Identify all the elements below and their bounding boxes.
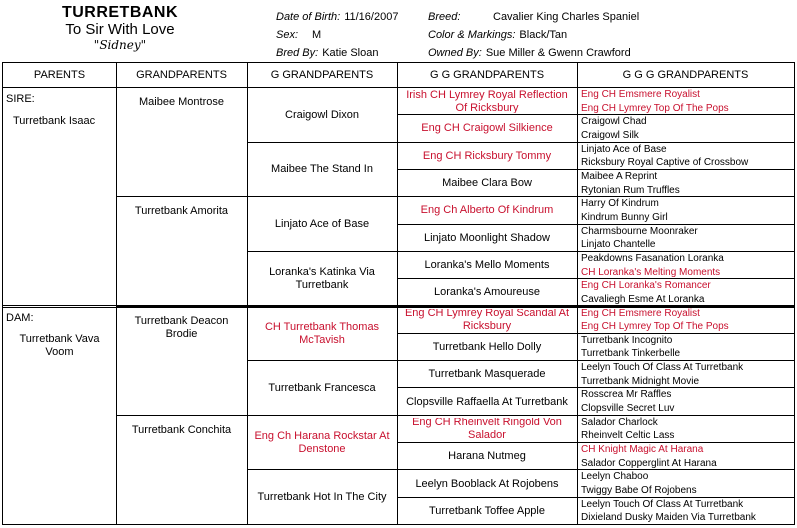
owned-label: Owned By: — [428, 47, 482, 59]
col-header-gggrandparents: G G GRANDPARENTS — [429, 69, 545, 81]
bredby-field — [276, 47, 378, 59]
bredby-label: Bred By: — [276, 47, 319, 59]
dob-label: Date of Birth: — [276, 11, 341, 23]
dam-label: DAM: — [6, 312, 34, 324]
col-header-grandparents: GRANDPARENTS — [136, 69, 227, 81]
ggg-grandparent-name: Leelyn Touch Of Class At Turretbank — [581, 498, 744, 510]
ggg-grandparent-name: Maibee A Reprint — [581, 170, 658, 182]
grandparent-name — [119, 424, 244, 454]
gg-grandparent-name — [400, 117, 574, 140]
gg-grandparent-name — [400, 445, 574, 468]
grandparent-text: Turretbank Amorita — [134, 205, 229, 218]
ggg-grandparent-name: Rosscrea Mr Raffles — [581, 389, 672, 401]
ggg-grandparent-name: Turretbank Midnight Movie — [581, 375, 700, 387]
gg-grandparent-text: Maibee Clara Bow — [442, 177, 532, 190]
gg-grandparent-text: Linjato Moonlight Shadow — [424, 231, 550, 244]
ggg-grandparent-name: Eng CH Lymrey Top Of The Pops — [581, 102, 729, 114]
gg-grandparent-text: Eng CH Ricksbury Tommy — [422, 149, 552, 162]
grandparent-text: Maibee Montrose — [139, 96, 224, 108]
ggg-grandparent-name: Craigowl Chad — [581, 116, 647, 128]
grandparent-text: Turretbank Deacon Brodie — [134, 314, 229, 340]
breed-field — [428, 11, 464, 23]
ggg-grandparent-name: Rytonian Rum Truffles — [581, 184, 680, 196]
col-divider — [116, 63, 117, 524]
breed-label: Breed: — [428, 11, 461, 23]
dog-name: To Sir With Love — [65, 21, 175, 38]
ggg-grandparent-name: Salador Charlock — [581, 416, 658, 428]
gg-grandparent-name — [400, 90, 574, 113]
ggg-grandparent-name: Craigowl Silk — [581, 129, 639, 141]
gg-grandparent-text: Harana Nutmeg — [448, 450, 526, 463]
kennel-name: TURRETBANK — [61, 4, 179, 21]
gg-grandparent-name — [400, 336, 574, 359]
g-grandparent-name — [250, 309, 394, 360]
col-divider — [397, 63, 398, 524]
owned-value: Sue Miller & Gwenn Crawford — [485, 47, 631, 59]
dob-field — [276, 11, 398, 23]
owned-field — [428, 47, 631, 59]
g-grandparent-text: Linjato Ace of Base — [274, 218, 370, 231]
col-divider — [247, 63, 248, 524]
g-grandparent-text: Loranka's Katinka Via Turretbank — [269, 266, 375, 292]
gg-grandparent-text: Turretbank Hello Dolly — [432, 340, 542, 353]
g-grandparent-name — [250, 363, 394, 414]
gg-grandparent-text: Eng CH Craigowl Silkience — [421, 122, 553, 135]
ggg-grandparent-name: Clopsville Secret Luv — [581, 403, 675, 415]
gg-grandparent-name — [400, 145, 574, 168]
col-divider — [577, 63, 578, 524]
ggg-grandparent-name: Linjato Ace of Base — [581, 143, 667, 155]
ggg-grandparent-name: CH Loranka's Melting Moments — [581, 266, 721, 278]
ggg-grandparent-name: Turretbank Incognito — [581, 334, 673, 346]
g-grandparent-name — [250, 254, 394, 305]
g-grandparent-text: Craigowl Dixon — [285, 108, 359, 121]
gg-grandparent-text: Eng CH Rheinvelt Ringold Von Salador — [412, 417, 562, 442]
ggg-grandparent-name: Eng CH Loranka's Romancer — [581, 280, 711, 292]
gg-grandparent-name — [400, 363, 574, 386]
g-grandparent-name — [250, 90, 394, 141]
g-grandparent-text: Eng Ch Harana Rockstar At Denstone — [254, 430, 390, 456]
bredby-value: Katie Sloan — [322, 47, 379, 59]
ggg-grandparent-name: Kindrum Bunny Girl — [581, 211, 668, 223]
gg-grandparent-text: Loranka's Mello Moments — [424, 259, 550, 272]
grandparent-name — [119, 96, 244, 126]
color-value: Black/Tan — [519, 29, 568, 41]
gg-grandparent-text: Turretbank Masquerade — [428, 368, 546, 381]
sex-value: M — [312, 29, 322, 41]
color-label: Color & Markings: — [428, 29, 516, 41]
sire-label: SIRE: — [6, 93, 35, 105]
ggg-grandparent-name: CH Knight Magic At Harana — [581, 444, 704, 456]
gg-grandparent-text: Eng CH Lymrey Royal Scandal At Ricksbury — [404, 308, 570, 332]
gg-grandparent-text: Leelyn Booblack At Rojobens — [415, 477, 559, 490]
gg-grandparent-text: Eng Ch Alberto Of Kindrum — [420, 204, 554, 217]
gg-grandparent-name — [400, 172, 574, 195]
gg-grandparent-name — [400, 254, 574, 277]
col-header-parents: PARENTS — [33, 69, 86, 81]
pedigree-title-block — [30, 4, 210, 52]
gg-grandparent-text: Turretbank Toffee Apple — [429, 504, 545, 517]
breed-value: Cavalier King Charles Spaniel — [493, 11, 640, 23]
ggg-grandparent-name: Ricksbury Royal Captive of Crossbow — [581, 157, 749, 169]
sex-field — [276, 29, 321, 41]
gg-grandparent-text: Irish CH Lymrey Royal Reflection Of Ricksbury — [406, 90, 568, 114]
ggg-grandparent-name: Harry Of Kindrum — [581, 198, 659, 210]
sex-label: Sex: — [276, 29, 299, 41]
ggg-grandparent-name: Dixieland Dusky Maiden Via Turretbank — [581, 512, 756, 524]
grandparent-name — [119, 315, 244, 345]
gg-grandparent-name — [400, 500, 574, 523]
gg-grandparent-name — [400, 418, 574, 441]
ggg-grandparent-name: Eng CH Emsmere Royalist — [581, 89, 700, 100]
col-header-ggrandparents: G GRANDPARENTS — [270, 69, 374, 81]
ggg-grandparent-name: Rheinvelt Celtic Lass — [581, 430, 675, 442]
ggg-grandparent-name: Eng CH Emsmere Royalist — [581, 307, 700, 319]
ggg-grandparent-name: Cavaliegh Esme At Loranka — [581, 293, 705, 305]
sire-name: Turretbank Isaac — [13, 115, 96, 127]
gg-grandparent-name — [400, 281, 574, 304]
ggg-grandparent-name: Eng CH Lymrey Top Of The Pops — [581, 321, 729, 333]
ggg-grandparent-name: Peakdowns Fasanation Loranka — [581, 252, 724, 264]
ggg-grandparent-name: Leelyn Touch Of Class At Turretbank — [581, 362, 744, 374]
ggg-grandparent-name: Linjato Chantelle — [581, 239, 656, 251]
col-header-ggggrandparents: G G G GRANDPARENTS — [622, 69, 749, 81]
gg-grandparent-name — [400, 227, 574, 250]
g-grandparent-text: Turretbank Francesca — [268, 381, 376, 394]
ggg-grandparent-name: Leelyn Chaboo — [581, 471, 649, 483]
ggg-grandparent-name: Charmsbourne Moonraker — [581, 225, 698, 237]
g-grandparent-name — [250, 145, 394, 196]
gg-grandparent-name — [400, 309, 574, 332]
ggg-grandparent-name: Twiggy Babe Of Rojobens — [581, 485, 697, 497]
g-grandparent-text: Turretbank Hot In The City — [257, 491, 387, 504]
gg-grandparent-name — [400, 390, 574, 413]
gg-grandparent-name — [400, 199, 574, 222]
ggg-grandparent-name: Salador Copperglint At Harana — [581, 457, 717, 469]
gg-grandparent-text: Clopsville Raffaella At Turretbank — [406, 395, 568, 408]
color-field — [428, 29, 567, 41]
grandparent-name — [119, 205, 244, 235]
g-grandparent-name — [250, 418, 394, 469]
gg-grandparent-name — [400, 472, 574, 495]
dam-name: Turretbank Vava Voom — [19, 333, 100, 358]
ggg-grandparent-name: Turretbank Tinkerbelle — [581, 348, 681, 360]
g-grandparent-name — [250, 472, 394, 523]
pedigree-table — [2, 62, 795, 525]
dob-value: 11/16/2007 — [344, 11, 399, 23]
grandparent-text: Turretbank Conchita — [131, 423, 232, 436]
g-grandparent-text: CH Turretbank Thomas McTavish — [264, 320, 380, 346]
g-grandparent-text: Maibee The Stand In — [271, 163, 373, 176]
gg-grandparent-text: Loranka's Amoureuse — [433, 286, 541, 299]
call-name: "Sidney" — [93, 38, 147, 52]
g-grandparent-name — [250, 199, 394, 250]
